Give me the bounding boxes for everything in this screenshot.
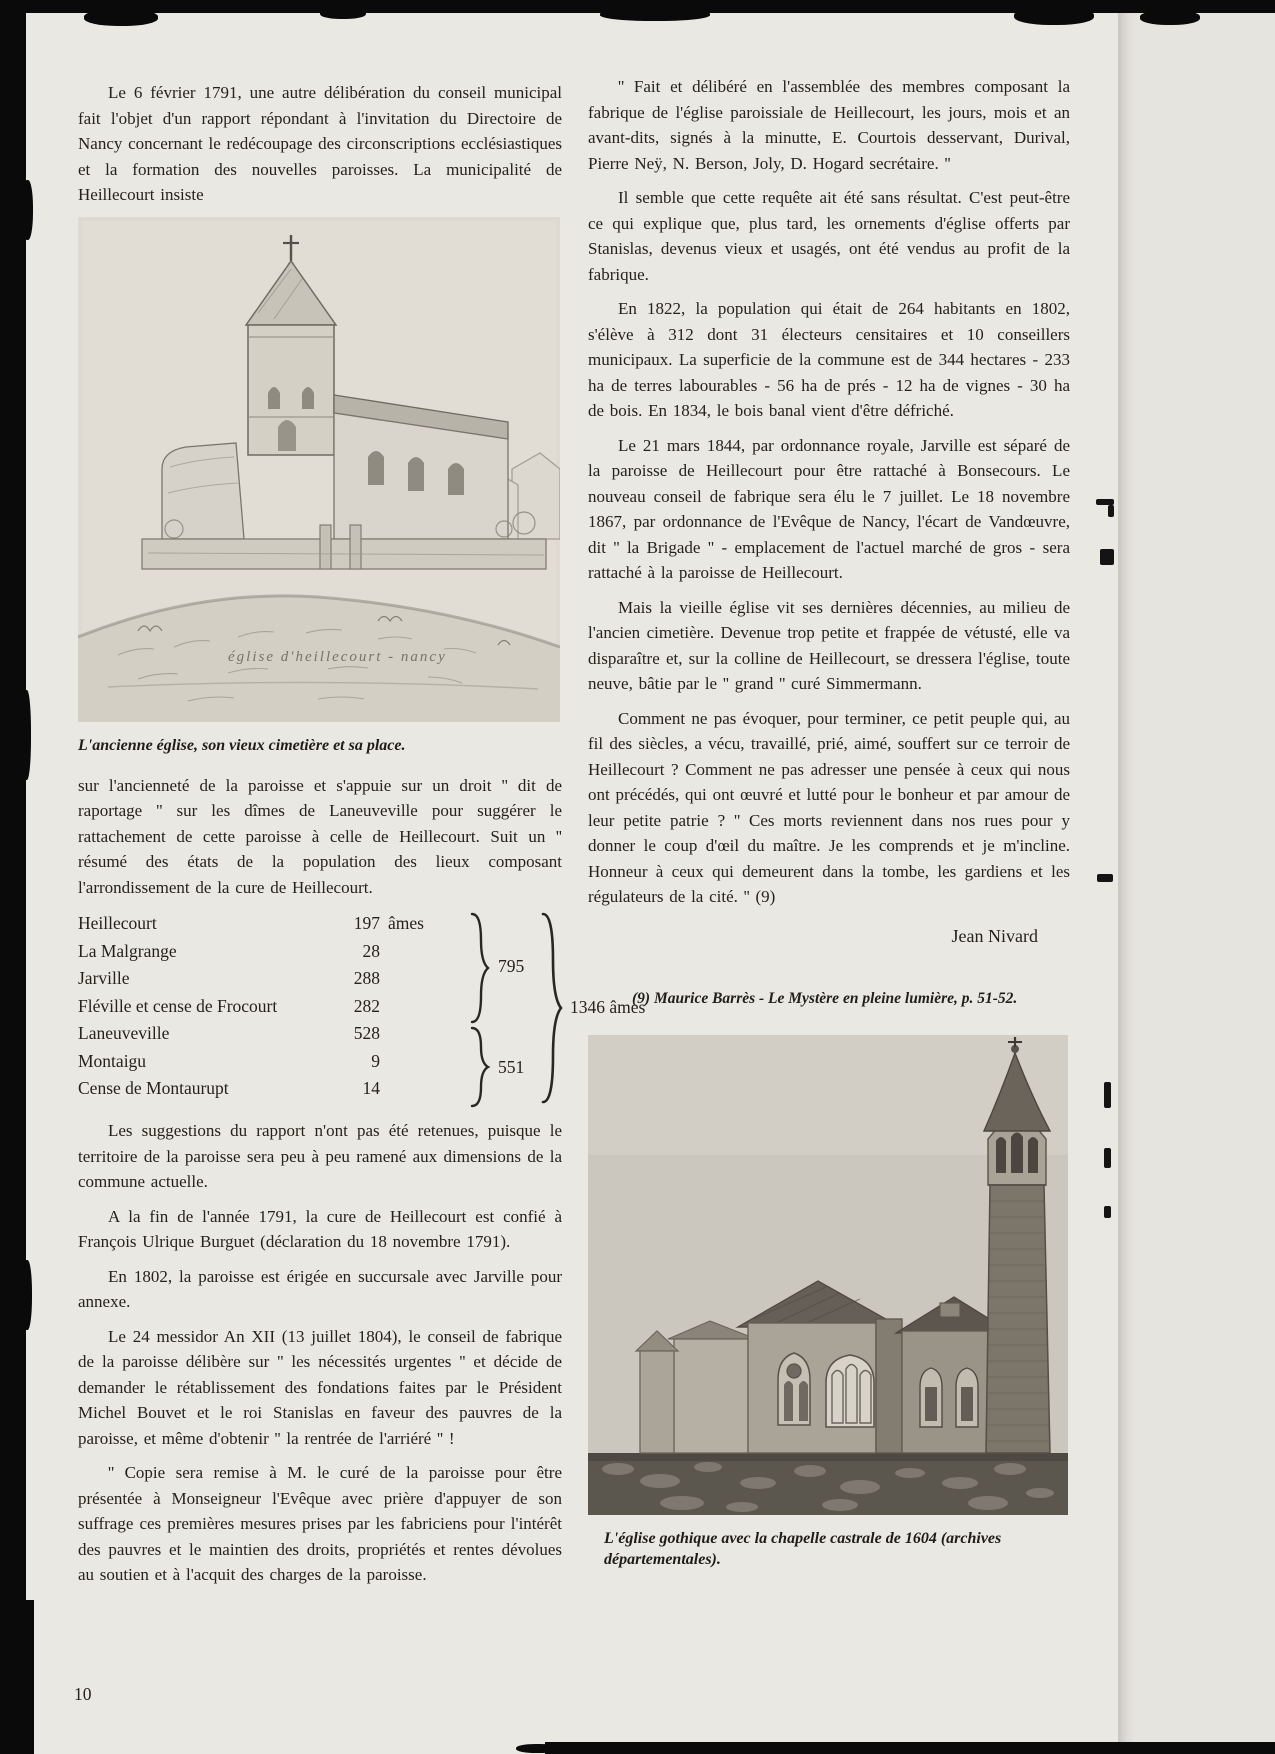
place-label: Montaigu <box>78 1050 147 1071</box>
population-value: 28 <box>362 940 380 961</box>
population-value: 282 <box>353 995 380 1016</box>
margin-mark <box>1104 1148 1111 1168</box>
total-value: 1346 âmes <box>570 997 646 1017</box>
margin-mark <box>1104 1082 1111 1108</box>
place-label: Heillecourt <box>78 913 157 933</box>
author-signature: Jean Nivard <box>951 925 1038 946</box>
scan-blob <box>1014 7 1094 25</box>
scan-blob <box>22 1260 32 1330</box>
population-value: 288 <box>353 968 380 988</box>
population-value: 14 <box>362 1078 380 1098</box>
margin-mark <box>1097 874 1113 882</box>
scan-blob <box>600 8 710 21</box>
subtotal-value: 795 <box>498 956 525 976</box>
brace-icon <box>468 1026 492 1108</box>
table-row <box>78 910 658 938</box>
table-row <box>78 1020 658 1048</box>
population-value: 528 <box>353 1023 380 1043</box>
gothic-church-drawing <box>588 1035 1068 1515</box>
illustration-caption: L'ancienne église, son vieux cimetière et sa place. <box>78 736 406 754</box>
paragraph: '' Copie sera remise à M. le curé de la paroisse pour être présentée à Monseigneur l'Evêque avec prière d'appuyer de son suffrage ces premières mesures prises par les fabriciens pour l'intérêt des pauvres et le maintien des droits, propriétés et rentes dévolues au soutien et à l'acquit des charges de la paroisse. <box>78 1463 562 1584</box>
place-label: Fléville et cense de Frocourt <box>78 995 278 1016</box>
illustration-caption: L'église gothique avec la chapelle castrale de 1604 (archives départementales). <box>604 1529 1002 1568</box>
margin-mark <box>1108 505 1114 517</box>
paragraph: A la fin de l'année 1791, la cure de Heillecourt est confié à François Ulrique Burguet (déclaration du 18 novembre 1791). <box>78 1206 562 1251</box>
scan-edge-bottom <box>545 1742 1275 1754</box>
left-column <box>78 80 646 1597</box>
old-church-figure <box>78 217 562 756</box>
paragraph: Le 21 mars 1844, par ordonnance royale, Jarville est séparé de la paroisse de Heillecourt pour être rattaché à Bonsecours. Le nouveau conseil de fabrique sera élu le 7 juillet. Le 18 novembre 1867, par ordonnance de l'Evêque de Nancy, l'écart de Vandœuvre, dit '' la Brigade '' - emplacement de l'actuel marché de gros - sera rattaché à la paroisse de Heillecourt. <box>588 435 1070 582</box>
table-row <box>78 1048 658 1076</box>
subtotal-value: 551 <box>498 1057 525 1077</box>
gothic-church-figure <box>588 1035 1070 1570</box>
population-value: 197 <box>353 913 380 933</box>
paragraph: Comment ne pas évoquer, pour terminer, ce petit peuple qui, au fil des siècles, a vécu, travaillé, prié, aimé, souffert sur ce terroir de Heillecourt ? Comment ne pas adresser une pensée à ceux qui nous ont précédés, qui ont œuvré et lutté pour le bonheur et par amour de leur petite patrie ? '' Ces morts reviennent dans nos rues pour y donner le coup d'œil du maître. Je les comprends et je m'incline. Honneur à ceux qui demeurent dans la tombe, les gardiens et les régulateurs de la cité. '' (9) <box>588 708 1070 906</box>
paragraph: Les suggestions du rapport n'ont pas été retenues, puisque le territoire de la paroisse sera peu à peu ramené aux dimensions de la commune actuelle. <box>78 1121 562 1191</box>
place-label: La Malgrange <box>78 940 177 961</box>
scan-blob <box>1140 10 1200 25</box>
table-row <box>78 1075 658 1103</box>
right-column <box>588 74 1070 1570</box>
page-number: 10 <box>74 1684 92 1704</box>
place-label: Jarville <box>78 968 130 988</box>
brace-icon <box>468 912 492 1024</box>
scan-blob <box>0 1600 34 1754</box>
brace-icon <box>538 912 566 1104</box>
place-label: Laneuveville <box>78 1023 170 1043</box>
paragraph: En 1802, la paroisse est érigée en succursale avec Jarville pour annexe. <box>78 1266 562 1311</box>
table-row <box>78 938 658 966</box>
paragraph: Le 6 février 1791, une autre délibération du conseil municipal fait l'objet d'un rapport répondant à l'invitation du Directoire de Nancy concernant le redécoupage des circonscriptions ecclésiastiques et la formation des nouvelles paroisses. La municipalité de Heillecourt insiste <box>78 83 562 204</box>
paragraph: Le 24 messidor An XII (13 juillet 1804), le conseil de fabrique de la paroisse délibère sur '' les nécessités urgentes '' et décide de demander le rétablissement des fondations faites par le Président Michel Bouvet et le roi Stanislas en faveur des pauvres de la paroisse, et même d'obtenir '' la rentrée de l'arriéré '' ! <box>78 1326 562 1448</box>
paragraph: Mais la vieille église vit ses dernières décennies, au milieu de l'ancien cimetière. Devenue trop petite et frappée de vétusté, elle va disparaître et, sur la colline de Heillecourt, se dressera l'église, toute neuve, bâtie par le '' grand '' curé Simmermann. <box>588 597 1070 693</box>
sketch-annotation: église d'heillecourt - nancy <box>228 648 447 665</box>
scan-blob <box>22 690 31 780</box>
population-value: 9 <box>371 1050 380 1071</box>
ames-suffix: âmes <box>388 913 424 933</box>
margin-mark <box>1100 549 1114 565</box>
table-row <box>78 965 658 993</box>
population-table <box>78 910 658 1106</box>
scan-edge-left <box>0 0 26 1754</box>
paper-edge <box>1118 0 1275 1754</box>
margin-mark <box>1104 1206 1111 1218</box>
scan-blob <box>84 9 158 26</box>
paragraph: sur l'ancienneté de la paroisse et s'appuie sur un droit '' dit de raportage '' sur les dîmes de Laneuveville pour suggérer le rattachement de cette paroisse à celle de Heillecourt. Suit un '' résumé des états de la population des lieux composant l'arrondissement de la cure de Heillecourt. <box>78 775 562 897</box>
paragraph: Il semble que cette requête ait été sans résultat. C'est peut-être ce qui explique que, plus tard, les ornements d'église offerts par Stanislas, devenus vieux et usagés, ont été vendus au profit de la fabrique. <box>588 188 1070 284</box>
paragraph: En 1822, la population qui était de 264 habitants en 1802, s'élève à 312 dont 31 électeurs censitaires et 10 conseillers municipaux. La superficie de la commune est de 344 hectares - 233 ha de terres labourables - 56 ha de prés - 12 ha de vignes - 30 ha de bois. En 1834, le bois banal vient d'être défriché. <box>588 299 1070 420</box>
place-label: Cense de Montaurupt <box>78 1078 229 1098</box>
scan-blob <box>516 1744 560 1753</box>
scan-blob <box>320 8 366 19</box>
old-church-sketch <box>78 217 560 722</box>
paragraph: '' Fait et délibéré en l'assemblée des membres composant la fabrique de l'église paroissiale de Heillecourt, les jours, mois et an avant-dits, signés à la minutte, E. Courtois desservant, Durival, Pierre Neÿ, N. Berson, Joly, D. Hogard secrétaire. '' <box>588 77 1070 173</box>
scan-blob <box>22 180 33 240</box>
footnote: (9) Maurice Barrès - Le Mystère en pleine lumière, p. 51-52. <box>632 989 1018 1007</box>
